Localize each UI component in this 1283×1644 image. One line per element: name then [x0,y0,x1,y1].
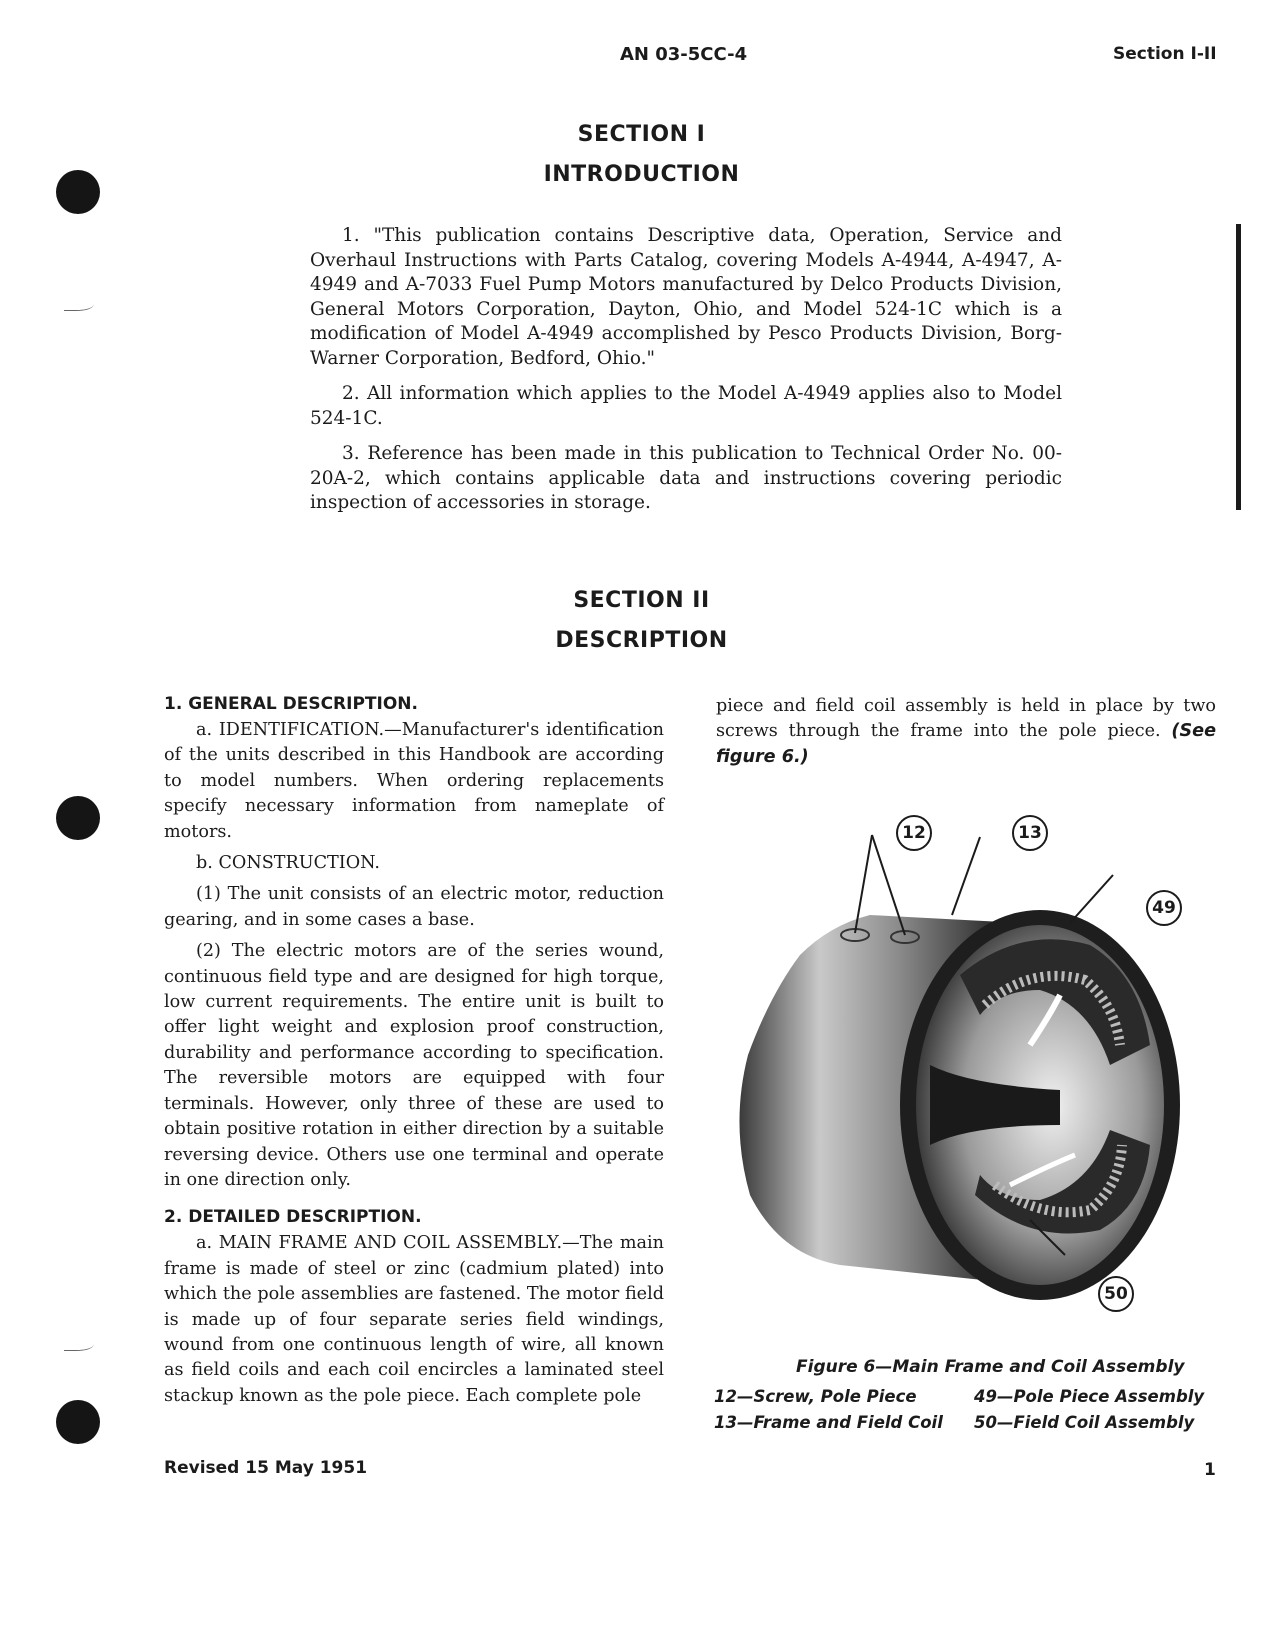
legend-dash: — [736,1387,754,1406]
detailed-description-heading: 2. DETAILED DESCRIPTION. [164,1207,422,1228]
revision-date: Revised 15 May 1951 [164,1458,368,1478]
section-2-title: DESCRIPTION [555,628,728,653]
legend-item-50 [974,1413,1194,1432]
scan-mark [64,1340,94,1351]
figure-reference: (See figure 6.) [716,721,1216,767]
legend-number: 50 [974,1413,997,1432]
main-frame-paragraph: a. MAIN FRAME AND COIL ASSEMBLY.—The main frame is made of steel or zinc (cadmium plated) into which the pole assemblies are fastened. The motor field is made up of four separate series field windings, wound from one continuous length of wire, all known as field coils and each coil encircles a laminated steel stackup known as the pole piece. Each complete pole [164,1233,664,1406]
binder-hole-middle [56,796,100,840]
right-column-text [716,694,1216,770]
callout-12: 12 [896,815,932,851]
page-number: 1 [1204,1460,1216,1480]
continued-paragraph [716,694,1216,770]
legend-dash: — [996,1413,1014,1432]
section-2-label: SECTION II [573,588,710,613]
figure-6-illustration [730,815,1210,1315]
legend-label: Frame and Field Coil [753,1413,943,1432]
legend-item-13 [714,1413,943,1432]
callout-13: 13 [1012,815,1048,851]
legend-label: Pole Piece Assembly [1013,1387,1205,1406]
legend-dash: — [736,1413,754,1432]
left-column [164,694,664,1409]
binder-hole-bottom [56,1400,100,1444]
section-reference: Section I-II [1113,44,1217,64]
legend-item-12 [714,1387,917,1406]
identification-paragraph: a. IDENTIFICATION.—Manufacturer's identification of the units described in this Handbook are according to model numbers. When ordering replacements specify necessary information from nameplate of motors. [164,720,664,842]
construction-paragraph-2: (2) The electric motors are of the series wound, continuous field type and are designed for high torque, low current requirements. The entire unit is built to offer light weight and explosion proof construction, durability and performance according to specification. The reversible motors are equipped with four terminals. However, only three of these are used to obtain positive rotation in either direction by a suitable reversing device. Others use one terminal and operate in one direction only. [164,941,664,1190]
legend-item-49 [974,1387,1204,1406]
construction-paragraph-1: (1) The unit consists of an electric motor, reduction gearing, and in some cases a base. [164,884,664,930]
legend-number: 49 [974,1387,997,1406]
margin-bar [1236,224,1241,510]
section-1-label: SECTION I [577,122,706,147]
legend-number: 13 [714,1413,737,1432]
legend-dash: — [996,1387,1014,1406]
doc-number: AN 03-5CC-4 [620,44,748,65]
intro-paragraph-2: 2. All information which applies to the Model A-4949 applies also to Model 524-1C. [310,383,1062,429]
scan-mark [64,300,94,311]
callout-50: 50 [1098,1276,1134,1312]
motor-frame-photo [730,815,1210,1315]
section-1-body [310,224,1062,516]
legend-label: Field Coil Assembly [1013,1413,1195,1432]
continued-text: piece and field coil assembly is held in place by two screws through the frame into the pole piece. [716,696,1216,742]
general-description-heading: 1. GENERAL DESCRIPTION. [164,694,418,714]
intro-paragraph-3: 3. Reference has been made in this publication to Technical Order No. 00-20A-2, which contains applicable data and instructions covering periodic inspection of accessories in storage. [310,443,1062,513]
callout-49: 49 [1146,890,1182,926]
section-1-title: INTRODUCTION [543,162,740,187]
intro-paragraph-1: 1. "This publication contains Descriptive data, Operation, Service and Overhaul Instructions with Parts Catalog, covering Models A-4944, A-4947, A-4949 and A-7033 Fuel Pump Motors manufactured by Delco Products Division, General Motors Corporation, Dayton, Ohio, and Model 524-1C which is a modification of Model A-4949 accomplished by Pesco Products Division, Borg-Warner Corporation, Bedford, Ohio." [310,225,1062,369]
legend-label: Screw, Pole Piece [753,1387,917,1406]
figure-caption: Figure 6—Main Frame and Coil Assembly [796,1357,1185,1377]
construction-heading: b. CONSTRUCTION. [196,853,381,874]
legend-number: 12 [714,1387,737,1406]
